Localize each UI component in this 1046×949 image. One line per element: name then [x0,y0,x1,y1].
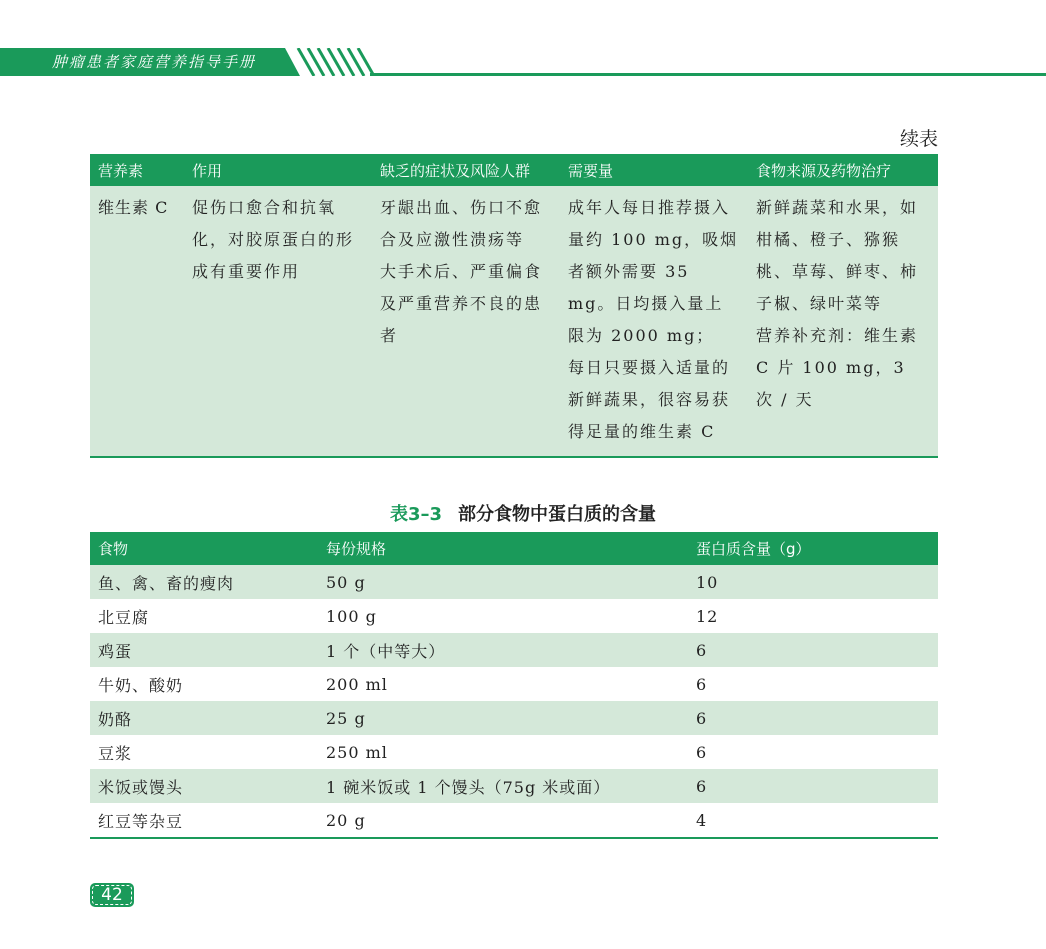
serving-cell: 20 g [318,803,688,838]
table-row [90,633,938,667]
nutrient-cell: 维生素 C [90,186,184,457]
table-row [90,735,938,769]
running-header [0,48,1046,78]
table-row [90,701,938,735]
column-header: 缺乏的症状及风险人群 [372,154,560,186]
serving-cell: 1 碗米饭或 1 个馒头（75g 米或面） [318,769,688,803]
column-header: 作用 [184,154,372,186]
table-header-row [90,154,938,186]
header-stripes-decoration [290,48,380,76]
sources-cell [748,186,938,457]
serving-cell: 50 g [318,565,688,599]
deficiency-symptoms: 牙龈出血、伤口不愈合及应激性溃疡等 [380,198,543,249]
food-cell: 鸡蛋 [90,633,318,667]
column-header: 蛋白质含量（g） [688,532,938,565]
table-number: 表3–3 [389,504,443,525]
protein-cell: 10 [688,565,938,599]
protein-table [90,532,938,839]
serving-cell: 100 g [318,599,688,633]
table-title: 部分食物中蛋白质的含量 [458,504,657,525]
food-cell: 红豆等杂豆 [90,803,318,838]
food-cell: 豆浆 [90,735,318,769]
serving-cell: 250 ml [318,735,688,769]
function-cell: 促伤口愈合和抗氧化，对胶原蛋白的形成有重要作用 [184,186,372,457]
page-number: 42 [101,885,123,905]
serving-cell: 1 个（中等大） [318,633,688,667]
food-sources: 新鲜蔬菜和水果，如柑橘、橙子、猕猴桃、草莓、鲜枣、柿子椒、绿叶菜等 [756,198,919,313]
header-rule [370,73,1046,76]
food-cell: 鱼、禽、畜的瘦肉 [90,565,318,599]
protein-cell: 6 [688,769,938,803]
protein-cell: 4 [688,803,938,838]
page-number-border [92,885,132,905]
serving-cell: 25 g [318,701,688,735]
column-header: 营养素 [90,154,184,186]
table-header-row [90,532,938,565]
requirement-amount: 成年人每日推荐摄入量约 100 mg，吸烟者额外需要 35 mg。日均摄入量上限为 2000 mg； [568,198,739,345]
table-row [90,599,938,633]
food-cell: 奶酪 [90,701,318,735]
protein-cell: 6 [688,735,938,769]
page-number-badge [90,883,134,907]
food-cell: 米饭或馒头 [90,769,318,803]
protein-cell: 6 [688,667,938,701]
requirement-cell [560,186,748,457]
vitamin-table [90,154,938,458]
deficiency-cell [372,186,560,457]
food-cell: 北豆腐 [90,599,318,633]
column-header: 食物 [90,532,318,565]
book-title: 肿瘤患者家庭营养指导手册 [52,53,257,71]
table-row [90,667,938,701]
requirement-note: 每日只要摄入适量的新鲜蔬果，很容易获得足量的维生素 C [568,358,731,441]
column-header: 食物来源及药物治疗 [748,154,938,186]
table-row [90,803,938,838]
table-row [90,769,938,803]
table-row [90,186,938,457]
food-cell: 牛奶、酸奶 [90,667,318,701]
column-header: 需要量 [560,154,748,186]
protein-cell: 6 [688,633,938,667]
supplement-treatment: 营养补充剂：维生素 C 片 100 mg，3 次 / 天 [756,326,919,409]
protein-cell: 6 [688,701,938,735]
serving-cell: 200 ml [318,667,688,701]
table-caption [0,500,1046,526]
protein-cell: 12 [688,599,938,633]
table-row [90,565,938,599]
continued-label: 续表 [899,128,938,150]
deficiency-risk-groups: 大手术后、严重偏食及严重营养不良的患者 [380,262,543,345]
column-header: 每份规格 [318,532,688,565]
